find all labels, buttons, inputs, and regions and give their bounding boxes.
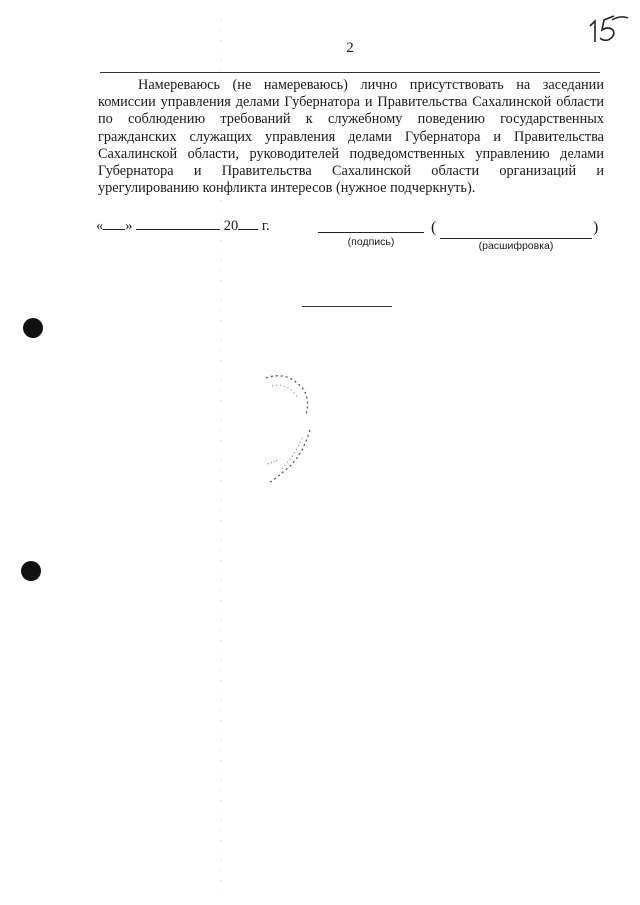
statement-paragraph: Намереваюсь (не намереваюсь) лично присутствовать на заседании комиссии управления делами Губернатора и Правительства Сахалинской области по соблюдению требований к служебному поведению государственных гражданских служащих управления делами Губернатора и Правительства Сахалинской области, руководителей подведомственных управлению делами Губернатора и Правительства Сахалинской области организаций и урегулированию конфликта интересов (нужное подчеркнуть).	[98, 77, 604, 197]
decoding-paren-open: (	[431, 219, 437, 236]
year-prefix: 20	[223, 218, 239, 234]
decoding-label: (расшифровка)	[478, 240, 554, 252]
decoding-paren-close: )	[593, 219, 599, 236]
signature-label: (подпись)	[347, 236, 395, 248]
date-fill-row	[96, 216, 270, 235]
month-blank[interactable]	[136, 216, 220, 230]
end-divider	[302, 306, 392, 307]
day-blank[interactable]	[103, 216, 125, 230]
faint-stamp-impression	[258, 368, 322, 490]
year-suffix: г.	[261, 218, 270, 234]
date-close-quote: »	[125, 218, 133, 234]
year-blank[interactable]	[238, 216, 258, 230]
punch-hole-bottom	[21, 561, 41, 581]
top-divider	[100, 72, 600, 73]
handwritten-page-mark	[586, 12, 630, 44]
decoding-blank[interactable]	[440, 238, 592, 239]
date-open-quote: «	[96, 218, 104, 234]
punch-hole-top	[23, 318, 43, 338]
signature-blank[interactable]	[318, 232, 424, 233]
page-number: 2	[346, 40, 354, 56]
